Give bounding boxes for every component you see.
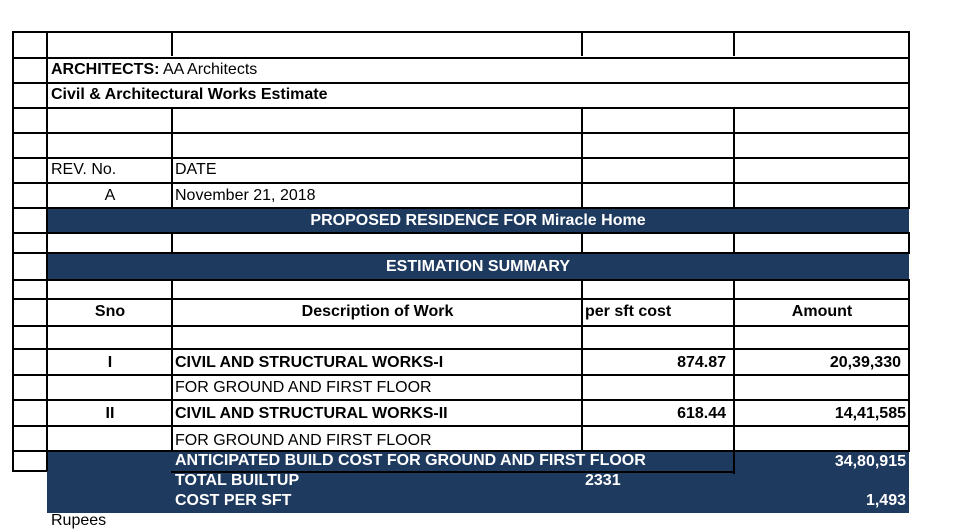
grid-line <box>12 207 910 209</box>
rupees-label: Rupees <box>51 512 107 529</box>
grid-line <box>12 132 910 134</box>
grid-line <box>12 325 910 327</box>
row-sub-description: FOR GROUND AND FIRST FLOOR <box>175 379 432 396</box>
grid-line <box>12 57 910 59</box>
col-header-amount: Amount <box>791 303 853 320</box>
grid-line <box>171 32 173 56</box>
grid-line <box>12 425 910 427</box>
summary-title: ESTIMATION SUMMARY <box>386 258 570 275</box>
grid-line <box>12 157 910 159</box>
grid-line <box>581 32 583 56</box>
total-builtup-value: 2331 <box>585 472 621 489</box>
row-per-sft-cost: 874.87 <box>677 354 726 371</box>
row-description: CIVIL AND STRUCTURAL WORKS-II <box>175 405 448 422</box>
grid-line <box>12 374 910 376</box>
architects-line <box>51 60 257 80</box>
grid-line <box>12 279 910 281</box>
grid-line <box>12 298 910 300</box>
col-header-description: Description of Work <box>301 303 454 320</box>
anticipated-cost-amount: 34,80,915 <box>834 453 906 470</box>
col-header-per-sft-cost: per sft cost <box>585 303 672 320</box>
cost-per-sft-value: 1,493 <box>865 492 906 509</box>
architects-label: ARCHITECTS: <box>51 61 160 78</box>
grid-line <box>12 348 910 350</box>
cost-per-sft-label: COST PER SFT <box>175 492 292 509</box>
total-builtup-label: TOTAL BUILTUP <box>175 472 300 489</box>
row-sno: II <box>105 405 115 422</box>
grid-line <box>12 107 910 109</box>
grid-line <box>12 182 910 184</box>
anticipated-cost-label: ANTICIPATED BUILD COST FOR GROUND AND FIRST FLOOR <box>175 452 646 469</box>
col-header-sno: Sno <box>94 303 126 320</box>
grid-line <box>12 31 910 33</box>
grid-line <box>12 82 910 84</box>
grid-line <box>908 232 910 253</box>
grid-line <box>733 232 735 253</box>
architects-value: AA Architects <box>163 61 258 78</box>
row-amount: 14,41,585 <box>834 405 906 422</box>
rev-value: A <box>104 187 116 204</box>
grid-line <box>12 252 910 254</box>
grid-line <box>171 232 173 253</box>
grid-line <box>12 470 47 472</box>
project-title: PROPOSED RESIDENCE FOR Miracle Home <box>310 212 646 229</box>
date-label: DATE <box>175 161 217 178</box>
rev-label: REV. No. <box>51 161 117 178</box>
row-sub-description: FOR GROUND AND FIRST FLOOR <box>175 432 432 449</box>
row-per-sft-cost: 618.44 <box>677 405 726 422</box>
row-sno: I <box>107 354 113 371</box>
grid-line <box>581 232 583 253</box>
grid-line <box>12 399 910 401</box>
row-amount: 20,39,330 <box>829 354 901 371</box>
grid-line <box>12 232 910 234</box>
date-value: November 21, 2018 <box>175 187 316 204</box>
grid-line <box>733 32 735 56</box>
estimate-title: Civil & Architectural Works Estimate <box>51 86 328 103</box>
row-description: CIVIL AND STRUCTURAL WORKS-I <box>175 354 444 371</box>
